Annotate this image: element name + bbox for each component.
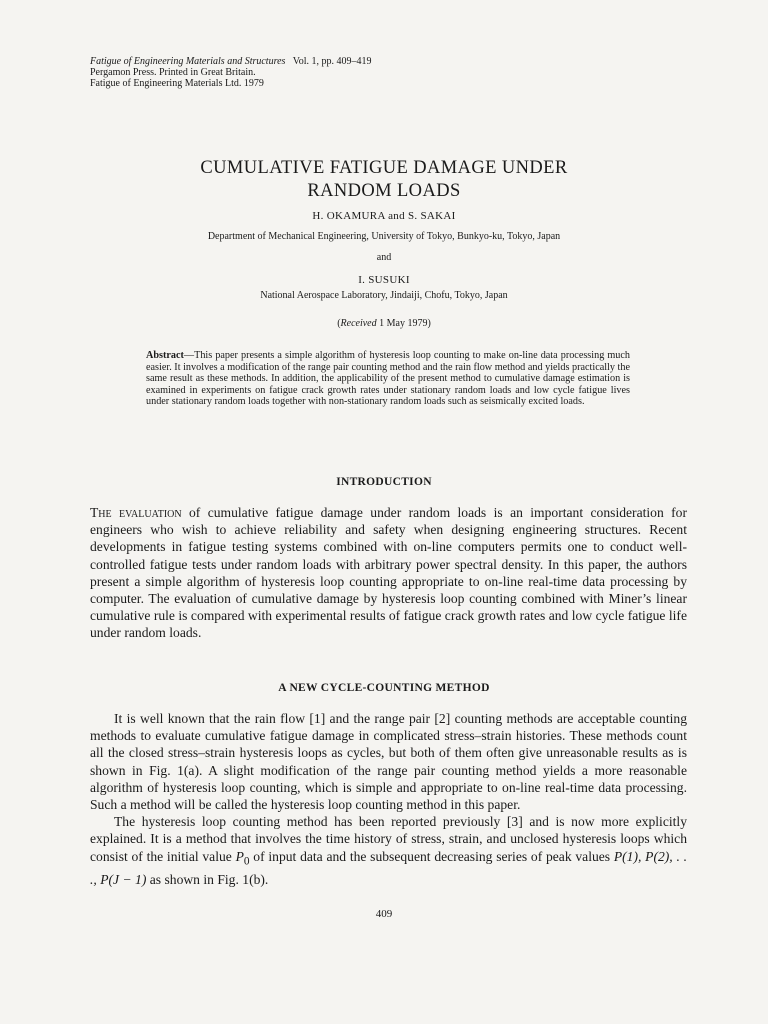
section2-p2-part-a: The hysteresis loop counting method has been reported previously [3] and is now more explicitly explained. It is a method that involves the time history of stress, strain, and unclosed hysteresis loops which consist of the initial value [90, 814, 687, 864]
section2-p2-part-b: of input data and the subsequent decreasing series of peak values [249, 848, 614, 864]
received-value: 1 May 1979 [379, 318, 428, 329]
section2-paragraph-2 [90, 813, 687, 888]
symbol-p: P [235, 848, 244, 864]
introduction-text: of cumulative fatigue damage under random loads is an important consideration for engineers who wish to achieve reliability and safety when designing engineering structures. Recent developments in fatigue testing systems combined with on-line computers permits one to conduct well-controlled fatigue tests under random loads with arbitrary power spectral density. In this paper, the authors present a simple algorithm of hysteresis loop counting appropriate to on-line real-time data processing by computer. The evaluation of cumulative damage by hysteresis loop counting combined with Miner’s linear cumulative rule is compared with experimental results of fatigue crack growth rates and low cycle fatigue life under random loads. [90, 505, 687, 641]
journal-header [90, 56, 372, 89]
authors-group-1: H. OKAMURA and S. SAKAI [312, 210, 456, 222]
symbol-p-subscript: 0 [243, 855, 250, 868]
section2-paragraph-1: It is well known that the rain flow [1] and the range pair [2] counting methods are acceptable counting methods to evaluate cumulative fatigue damage in complicated stress–strain histories. These methods count all the closed stress–strain hysteresis loops as cycles, but both of them often give unreasonable results as is shown in Fig. 1(a). A slight modification of the range pair counting method yields a more reasonable algorithm of hysteresis loop counting, which is simple and appropriate to on-line real-time data processing. Such a method will be called the hysteresis loop counting method in this paper. [90, 711, 687, 813]
section2-body [90, 710, 687, 888]
introduction-lead: The evaluation [90, 505, 182, 520]
abstract [146, 350, 630, 408]
section-heading-introduction: INTRODUCTION [336, 476, 432, 488]
journal-copyright: Fatigue of Engineering Materials Ltd. 1979 [90, 78, 264, 89]
abstract-label: Abstract [146, 350, 184, 361]
journal-publisher: Pergamon Press. Printed in Great Britain. [90, 67, 256, 78]
paper-title-line-2: RANDOM LOADS [307, 181, 461, 201]
affiliation-1: Department of Mechanical Engineering, University of Tokyo, Bunkyo-ku, Tokyo, Japan [207, 231, 561, 242]
affiliation-2: National Aerospace Laboratory, Jindaiji, Chofu, Tokyo, Japan [260, 290, 508, 301]
introduction-paragraph [90, 504, 687, 642]
journal-name: Fatigue of Engineering Materials and Structures [90, 56, 286, 67]
authors-and: and [376, 252, 392, 263]
journal-volume: Vol. 1, pp. 409–419 [292, 56, 372, 67]
received-date: (Received 1 May 1979) [337, 318, 431, 329]
paper-title-line-1: CUMULATIVE FATIGUE DAMAGE UNDER [200, 158, 568, 178]
authors-group-2: I. SUSUKI [358, 274, 410, 286]
abstract-text: —This paper presents a simple algorithm of hysteresis loop counting to make on-line data processing much easier. It involves a modification of the range pair counting method and the rain flow method and yields practically the same result as these methods. In addition, the applicability of the present method to cumulative damage estimation is examined in experiments on fatigue crack growth rates under stationary random loads and low cycle fatigue lives under stationary random loads together with non-stationary random loads such as seismically excited loads. [146, 350, 630, 408]
peak-value-series: P(1), P(2), . . ., P(J − 1) [90, 848, 687, 887]
received-label: Received [340, 318, 377, 329]
page-number: 409 [375, 908, 393, 920]
section-heading-cycle-counting: A NEW CYCLE-COUNTING METHOD [278, 682, 490, 694]
section2-p2-part-c: as shown in Fig. 1(b). [146, 871, 269, 887]
